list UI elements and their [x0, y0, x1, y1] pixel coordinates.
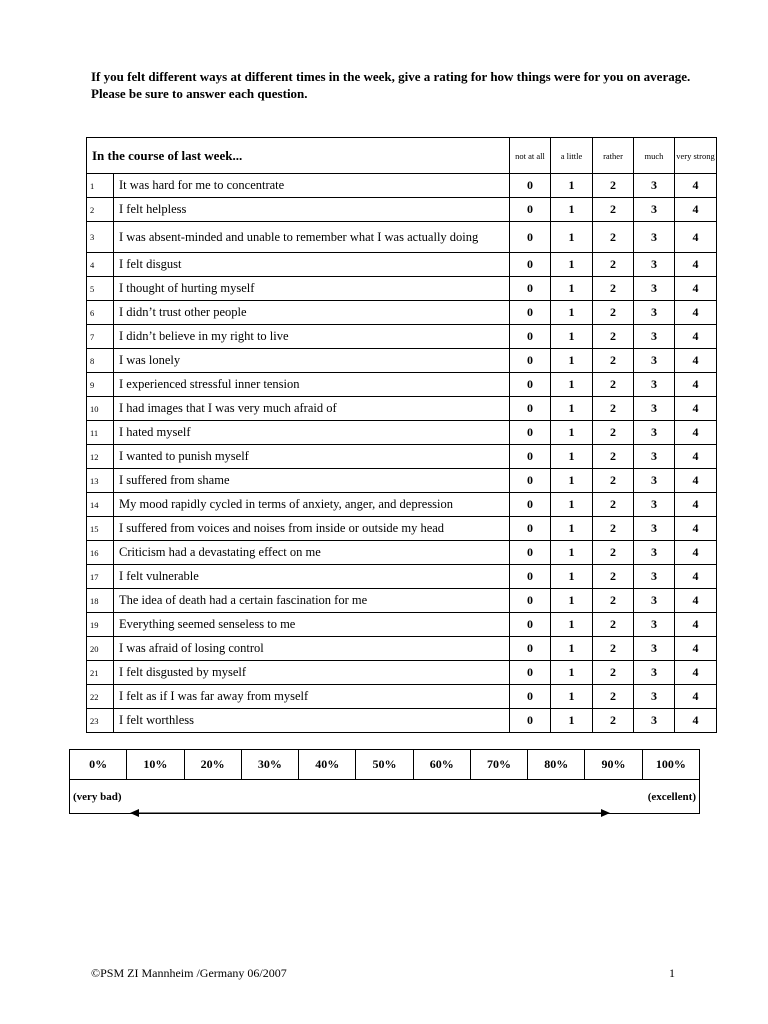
table-row: [87, 198, 717, 222]
rating-option-4[interactable]: 4: [675, 421, 717, 445]
item-text: I thought of hurting myself: [114, 277, 510, 301]
rating-option-0[interactable]: 0: [510, 301, 551, 325]
rating-option-0[interactable]: 0: [510, 222, 551, 253]
item-text: The idea of death had a certain fascination for me: [114, 589, 510, 613]
rating-option-4[interactable]: 4: [675, 661, 717, 685]
table-heading: In the course of last week...: [87, 138, 510, 174]
rating-option-4[interactable]: 4: [675, 301, 717, 325]
rating-option-3[interactable]: 3: [634, 661, 675, 685]
rating-option-0[interactable]: 0: [510, 174, 551, 198]
rating-option-0[interactable]: 0: [510, 541, 551, 565]
item-text: I felt as if I was far away from myself: [114, 685, 510, 709]
table-row: [87, 565, 717, 589]
rating-option-3[interactable]: 3: [634, 565, 675, 589]
table-row: [87, 445, 717, 469]
rating-option-0[interactable]: 0: [510, 253, 551, 277]
questionnaire-table: [86, 137, 717, 733]
scale-step[interactable]: 70%: [470, 750, 527, 780]
rating-option-3[interactable]: 3: [634, 301, 675, 325]
table-row: [87, 469, 717, 493]
rating-option-1[interactable]: 1: [551, 373, 593, 397]
rating-option-2[interactable]: 2: [593, 661, 634, 685]
rating-option-1[interactable]: 1: [551, 222, 593, 253]
rating-option-2[interactable]: 2: [593, 222, 634, 253]
rating-option-0[interactable]: 0: [510, 277, 551, 301]
rating-option-4[interactable]: 4: [675, 325, 717, 349]
item-text: I was afraid of losing control: [114, 637, 510, 661]
rating-option-4[interactable]: 4: [675, 253, 717, 277]
column-header: very strong: [675, 138, 717, 174]
rating-option-2[interactable]: 2: [593, 198, 634, 222]
rating-option-0[interactable]: 0: [510, 397, 551, 421]
rating-option-2[interactable]: 2: [593, 709, 634, 733]
table-row: [87, 493, 717, 517]
item-text: I wanted to punish myself: [114, 445, 510, 469]
column-header: much: [634, 138, 675, 174]
wellbeing-scale: [69, 749, 700, 814]
rating-option-0[interactable]: 0: [510, 325, 551, 349]
rating-option-3[interactable]: 3: [634, 253, 675, 277]
rating-option-4[interactable]: 4: [675, 198, 717, 222]
table-row: [87, 373, 717, 397]
table-row: [87, 174, 717, 198]
scale-step[interactable]: 100%: [642, 750, 699, 780]
item-number: 9: [87, 373, 114, 397]
rating-option-3[interactable]: 3: [634, 373, 675, 397]
rating-option-2[interactable]: 2: [593, 589, 634, 613]
item-number: 11: [87, 421, 114, 445]
scale-row: [70, 750, 700, 780]
rating-option-1[interactable]: 1: [551, 277, 593, 301]
rating-option-4[interactable]: 4: [675, 541, 717, 565]
rating-option-3[interactable]: 3: [634, 222, 675, 253]
item-number: 12: [87, 445, 114, 469]
page-number: 1: [669, 966, 675, 980]
item-text: It was hard for me to concentrate: [114, 174, 510, 198]
column-header: rather: [593, 138, 634, 174]
scale-step[interactable]: 40%: [299, 750, 356, 780]
rating-option-0[interactable]: 0: [510, 493, 551, 517]
instruction-reminder: Please be sure to answer each question.: [91, 86, 308, 101]
scale-step[interactable]: 60%: [413, 750, 470, 780]
table-row: [87, 661, 717, 685]
column-header: not at all: [510, 138, 551, 174]
rating-option-1[interactable]: 1: [551, 445, 593, 469]
item-number: 6: [87, 301, 114, 325]
table-row: [87, 589, 717, 613]
rating-option-4[interactable]: 4: [675, 685, 717, 709]
rating-option-3[interactable]: 3: [634, 517, 675, 541]
rating-option-4[interactable]: 4: [675, 349, 717, 373]
rating-option-2[interactable]: 2: [593, 301, 634, 325]
rating-option-0[interactable]: 0: [510, 469, 551, 493]
item-number: 8: [87, 349, 114, 373]
table-row: [87, 685, 717, 709]
rating-option-4[interactable]: 4: [675, 517, 717, 541]
rating-option-2[interactable]: 2: [593, 685, 634, 709]
item-number: 10: [87, 397, 114, 421]
rating-option-3[interactable]: 3: [634, 277, 675, 301]
item-text: Everything seemed senseless to me: [114, 613, 510, 637]
rating-option-2[interactable]: 2: [593, 174, 634, 198]
rating-option-3[interactable]: 3: [634, 421, 675, 445]
item-text: Criticism had a devastating effect on me: [114, 541, 510, 565]
item-text: I felt disgusted by myself: [114, 661, 510, 685]
item-text: I felt vulnerable: [114, 565, 510, 589]
rating-option-2[interactable]: 2: [593, 637, 634, 661]
table-row: [87, 421, 717, 445]
scale-step[interactable]: 0%: [70, 750, 127, 780]
table-row: [87, 517, 717, 541]
rating-option-4[interactable]: 4: [675, 709, 717, 733]
rating-option-3[interactable]: 3: [634, 493, 675, 517]
header-row: [87, 138, 717, 174]
rating-option-4[interactable]: 4: [675, 397, 717, 421]
table-row: [87, 277, 717, 301]
rating-option-2[interactable]: 2: [593, 325, 634, 349]
table-row: [87, 709, 717, 733]
rating-option-2[interactable]: 2: [593, 541, 634, 565]
table-row: [87, 613, 717, 637]
rating-option-1[interactable]: 1: [551, 174, 593, 198]
rating-option-2[interactable]: 2: [593, 373, 634, 397]
rating-option-4[interactable]: 4: [675, 565, 717, 589]
rating-option-2[interactable]: 2: [593, 469, 634, 493]
table-row: [87, 637, 717, 661]
item-number: 22: [87, 685, 114, 709]
table-row: [87, 253, 717, 277]
rating-option-1[interactable]: 1: [551, 493, 593, 517]
rating-option-1[interactable]: 1: [551, 198, 593, 222]
rating-option-1[interactable]: 1: [551, 589, 593, 613]
rating-option-1[interactable]: 1: [551, 685, 593, 709]
rating-option-3[interactable]: 3: [634, 637, 675, 661]
rating-option-1[interactable]: 1: [551, 637, 593, 661]
scale-step[interactable]: 50%: [356, 750, 413, 780]
item-number: 13: [87, 469, 114, 493]
item-number: 5: [87, 277, 114, 301]
scale-range-row: [70, 780, 700, 814]
instruction-text: If you felt different ways at different times in the week, give a rating for how things were for you on average.: [91, 69, 691, 84]
rating-option-1[interactable]: 1: [551, 517, 593, 541]
item-text: My mood rapidly cycled in terms of anxiety, anger, and depression: [114, 493, 510, 517]
rating-option-3[interactable]: 3: [634, 541, 675, 565]
scale-step[interactable]: 20%: [184, 750, 241, 780]
scale-step[interactable]: 80%: [528, 750, 585, 780]
rating-option-3[interactable]: 3: [634, 589, 675, 613]
rating-option-2[interactable]: 2: [593, 613, 634, 637]
rating-option-1[interactable]: 1: [551, 541, 593, 565]
rating-option-3[interactable]: 3: [634, 613, 675, 637]
table-row: [87, 397, 717, 421]
rating-option-3[interactable]: 3: [634, 397, 675, 421]
rating-option-4[interactable]: 4: [675, 613, 717, 637]
item-number: 15: [87, 517, 114, 541]
rating-option-0[interactable]: 0: [510, 421, 551, 445]
rating-option-2[interactable]: 2: [593, 565, 634, 589]
rating-option-3[interactable]: 3: [634, 174, 675, 198]
rating-option-1[interactable]: 1: [551, 709, 593, 733]
table-row: [87, 541, 717, 565]
scale-low-label: (very bad): [73, 791, 122, 803]
item-number: 17: [87, 565, 114, 589]
item-text: I suffered from voices and noises from inside or outside my head: [114, 517, 510, 541]
table-row: [87, 325, 717, 349]
rating-option-3[interactable]: 3: [634, 709, 675, 733]
item-text: I felt worthless: [114, 709, 510, 733]
item-number: 14: [87, 493, 114, 517]
rating-option-3[interactable]: 3: [634, 685, 675, 709]
rating-option-0[interactable]: 0: [510, 685, 551, 709]
rating-option-2[interactable]: 2: [593, 397, 634, 421]
rating-option-1[interactable]: 1: [551, 421, 593, 445]
rating-option-3[interactable]: 3: [634, 198, 675, 222]
item-text: I suffered from shame: [114, 469, 510, 493]
rating-option-4[interactable]: 4: [675, 277, 717, 301]
item-number: 20: [87, 637, 114, 661]
rating-option-0[interactable]: 0: [510, 661, 551, 685]
rating-option-4[interactable]: 4: [675, 222, 717, 253]
rating-option-0[interactable]: 0: [510, 637, 551, 661]
rating-option-3[interactable]: 3: [634, 349, 675, 373]
item-number: 2: [87, 198, 114, 222]
rating-option-0[interactable]: 0: [510, 589, 551, 613]
rating-option-4[interactable]: 4: [675, 589, 717, 613]
rating-option-2[interactable]: 2: [593, 517, 634, 541]
rating-option-2[interactable]: 2: [593, 445, 634, 469]
column-header: a little: [551, 138, 593, 174]
rating-option-2[interactable]: 2: [593, 349, 634, 373]
scale-step[interactable]: 90%: [585, 750, 642, 780]
item-number: 7: [87, 325, 114, 349]
item-number: 4: [87, 253, 114, 277]
item-number: 16: [87, 541, 114, 565]
rating-option-0[interactable]: 0: [510, 613, 551, 637]
item-text: I didn’t trust other people: [114, 301, 510, 325]
rating-option-1[interactable]: 1: [551, 301, 593, 325]
rating-option-1[interactable]: 1: [551, 613, 593, 637]
item-number: 19: [87, 613, 114, 637]
rating-option-0[interactable]: 0: [510, 198, 551, 222]
table-row: [87, 301, 717, 325]
rating-option-4[interactable]: 4: [675, 373, 717, 397]
rating-option-4[interactable]: 4: [675, 445, 717, 469]
rating-option-4[interactable]: 4: [675, 493, 717, 517]
rating-option-0[interactable]: 0: [510, 373, 551, 397]
scale-step[interactable]: 10%: [127, 750, 184, 780]
rating-option-1[interactable]: 1: [551, 469, 593, 493]
item-number: 23: [87, 709, 114, 733]
rating-option-4[interactable]: 4: [675, 174, 717, 198]
copyright-notice: ©PSM ZI Mannheim /Germany 06/2007: [91, 966, 287, 980]
item-text: I had images that I was very much afraid of: [114, 397, 510, 421]
table-row: [87, 349, 717, 373]
instructions: [91, 68, 731, 102]
item-number: 1: [87, 174, 114, 198]
item-text: I felt helpless: [114, 198, 510, 222]
rating-option-0[interactable]: 0: [510, 517, 551, 541]
scale-range: [70, 780, 700, 814]
rating-option-3[interactable]: 3: [634, 469, 675, 493]
rating-option-3[interactable]: 3: [634, 325, 675, 349]
double-arrow-icon: [130, 807, 610, 819]
item-text: I hated myself: [114, 421, 510, 445]
rating-option-0[interactable]: 0: [510, 445, 551, 469]
table-row: [87, 222, 717, 253]
rating-option-0[interactable]: 0: [510, 709, 551, 733]
rating-option-2[interactable]: 2: [593, 253, 634, 277]
item-number: 18: [87, 589, 114, 613]
rating-option-1[interactable]: 1: [551, 325, 593, 349]
rating-option-3[interactable]: 3: [634, 445, 675, 469]
rating-option-4[interactable]: 4: [675, 637, 717, 661]
scale-high-label: (excellent): [647, 791, 696, 803]
rating-option-2[interactable]: 2: [593, 493, 634, 517]
item-text: I was lonely: [114, 349, 510, 373]
rating-option-1[interactable]: 1: [551, 349, 593, 373]
rating-option-0[interactable]: 0: [510, 349, 551, 373]
item-text: I didn’t believe in my right to live: [114, 325, 510, 349]
item-text: I was absent-minded and unable to remember what I was actually doing: [114, 222, 510, 253]
rating-option-1[interactable]: 1: [551, 253, 593, 277]
item-number: 21: [87, 661, 114, 685]
rating-option-1[interactable]: 1: [551, 661, 593, 685]
item-number: 3: [87, 222, 114, 253]
rating-option-2[interactable]: 2: [593, 421, 634, 445]
item-text: I felt disgust: [114, 253, 510, 277]
rating-option-1[interactable]: 1: [551, 565, 593, 589]
rating-option-1[interactable]: 1: [551, 397, 593, 421]
item-text: I experienced stressful inner tension: [114, 373, 510, 397]
scale-step[interactable]: 30%: [241, 750, 298, 780]
rating-option-4[interactable]: 4: [675, 469, 717, 493]
rating-option-2[interactable]: 2: [593, 277, 634, 301]
rating-option-0[interactable]: 0: [510, 565, 551, 589]
